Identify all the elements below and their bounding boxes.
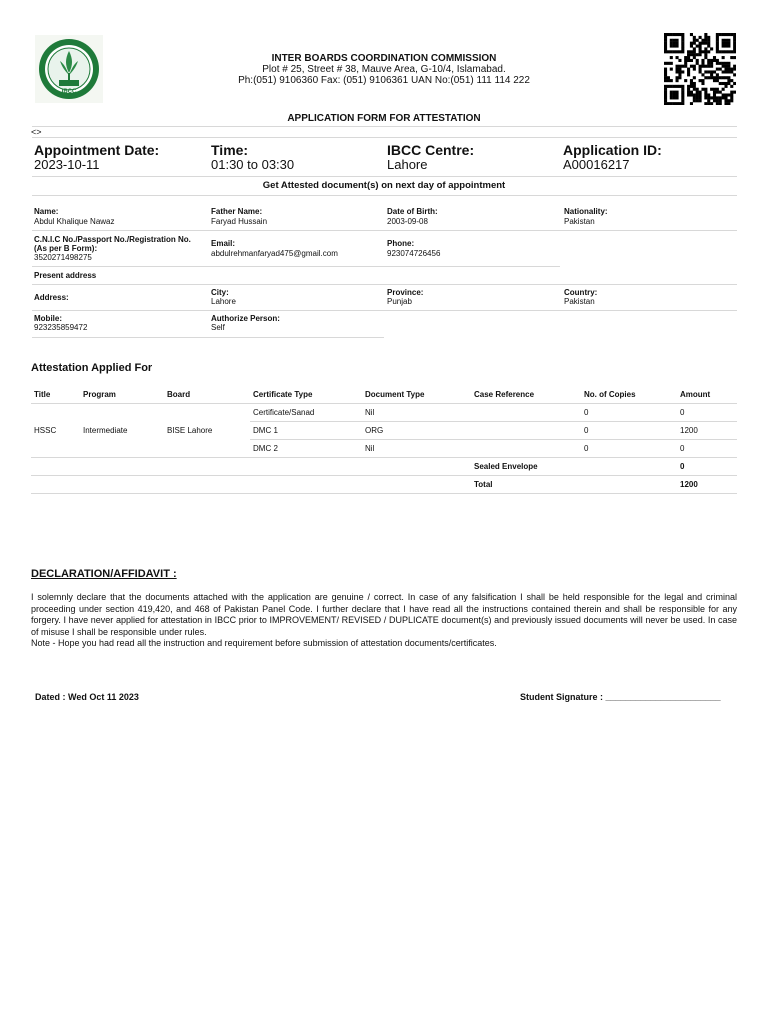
board-cell: BISE Lahore <box>164 404 250 458</box>
dated-text: Dated : Wed Oct 11 2023 <box>35 692 139 702</box>
father-name-label: Father Name: <box>211 207 263 216</box>
sealed-envelope-row <box>31 458 737 476</box>
country-value: Pakistan <box>564 297 595 306</box>
total-row <box>31 476 737 494</box>
declaration-body: I solemnly declare that the documents attached with the application are genuine / correct. In case of any falsification I shall be held responsible for the legal and criminal proceeding under section 419,420, and 468 of Pakistan Panel Code. I further declare that I have read all the instructions contained therein and shall be responsible for any forgery. I have never applied for attestation in IBCC prior to IMPROVEMENT/ REVISED / DUPLICATE document(s) and previously issued documents will never be used. In case of misuse I shall be responsible under rules. <box>31 592 737 637</box>
name-label: Name: <box>34 207 59 216</box>
table-row <box>31 404 737 422</box>
sealed-envelope-label: Sealed Envelope <box>471 458 581 476</box>
centre-value: Lahore <box>387 157 428 172</box>
title-cell: HSSC <box>31 404 80 458</box>
copies-cell: 0 <box>581 440 677 458</box>
phone-label: Phone: <box>387 239 415 248</box>
divider <box>32 195 737 196</box>
certificate-type-cell: DMC 2 <box>250 440 362 458</box>
document-type-cell: ORG <box>362 422 471 440</box>
time-value: 01:30 to 03:30 <box>211 157 295 172</box>
address-label: Address: <box>34 293 69 302</box>
province-label: Province: <box>387 288 424 297</box>
cnic-value: 3520271498275 <box>34 253 92 262</box>
student-signature: Student Signature : _______________________ <box>520 692 721 702</box>
divider <box>32 126 737 127</box>
organization-address: Plot # 25, Street # 38, Mauve Area, G-10/4, Islamabad. <box>262 64 506 75</box>
case-reference-cell <box>471 422 581 440</box>
email-value: abdulrehmanfaryad475@gmail.com <box>211 249 338 258</box>
nationality-value: Pakistan <box>564 217 595 226</box>
appointment-date-label: Appointment Date: <box>34 142 160 158</box>
attestation-notice: Get Attested document(s) on next day of appointment <box>262 180 506 191</box>
certificate-type-cell: DMC 1 <box>250 422 362 440</box>
document-type-cell: Nil <box>362 404 471 422</box>
total-value: 1200 <box>677 476 737 494</box>
amount-cell: 0 <box>677 404 737 422</box>
declaration-title: DECLARATION/AFFIDAVIT : <box>31 568 177 580</box>
column-header: Program <box>80 386 164 404</box>
dob-value: 2003-09-08 <box>387 217 428 226</box>
marker-text: <> <box>31 127 42 137</box>
centre-label: IBCC Centre: <box>387 142 475 158</box>
appointment-date-value: 2023-10-11 <box>34 157 100 172</box>
name-value: Abdul Khalique Nawaz <box>34 217 115 226</box>
amount-cell: 1200 <box>677 422 737 440</box>
form-title: APPLICATION FORM FOR ATTESTATION <box>287 113 481 124</box>
program-cell: Intermediate <box>80 404 164 458</box>
application-id-label: Application ID: <box>563 142 662 158</box>
certificate-type-cell: Certificate/Sanad <box>250 404 362 422</box>
divider <box>32 337 384 338</box>
cnic-label-line2: (As per B Form): <box>34 244 98 253</box>
divider <box>32 284 737 285</box>
authorize-person-value: Self <box>211 323 225 332</box>
qr-code <box>664 33 736 105</box>
authorize-person-label: Authorize Person: <box>211 314 280 323</box>
divider <box>32 137 737 138</box>
organization-name: INTER BOARDS COORDINATION COMMISSION <box>271 53 497 64</box>
document-type-cell: Nil <box>362 440 471 458</box>
father-name-value: Faryad Hussain <box>211 217 268 226</box>
column-header: Amount <box>677 386 737 404</box>
table-header-row <box>31 386 737 404</box>
amount-cell: 0 <box>677 440 737 458</box>
copies-cell: 0 <box>581 404 677 422</box>
divider <box>32 266 560 267</box>
copies-cell: 0 <box>581 422 677 440</box>
present-address-label: Present address <box>34 271 97 280</box>
province-value: Punjab <box>387 297 412 306</box>
logo-text: IBCC <box>61 89 77 95</box>
declaration-note: Note - Hope you had read all the instruction and requirement before submission of attestation documents/certificates. <box>31 638 497 648</box>
case-reference-cell <box>471 404 581 422</box>
divider <box>32 230 737 231</box>
divider <box>32 310 737 311</box>
dob-label: Date of Birth: <box>387 207 438 216</box>
organization-contact: Ph:(051) 9106360 Fax: (051) 9106361 UAN No:(051) 111 114 222 <box>238 75 530 86</box>
column-header: Case Reference <box>471 386 581 404</box>
column-header: Document Type <box>362 386 471 404</box>
cnic-label-line1: C.N.I.C No./Passport No./Registration No. <box>34 235 191 244</box>
attestation-section-title: Attestation Applied For <box>31 362 153 374</box>
mobile-label: Mobile: <box>34 314 62 323</box>
total-label: Total <box>471 476 581 494</box>
city-value: Lahore <box>211 297 236 306</box>
attestation-table <box>31 386 737 494</box>
column-header: No. of Copies <box>581 386 677 404</box>
column-header: Board <box>164 386 250 404</box>
city-label: City: <box>211 288 229 297</box>
declaration-text <box>31 592 737 650</box>
time-label: Time: <box>211 142 249 158</box>
column-header: Title <box>31 386 80 404</box>
mobile-value: 923235859472 <box>34 323 88 332</box>
email-label: Email: <box>211 239 236 248</box>
phone-value: 923074726456 <box>387 249 441 258</box>
nationality-label: Nationality: <box>564 207 608 216</box>
application-id-value: A00016217 <box>563 157 630 172</box>
column-header: Certificate Type <box>250 386 362 404</box>
divider <box>32 176 737 177</box>
sealed-envelope-value: 0 <box>677 458 737 476</box>
case-reference-cell <box>471 440 581 458</box>
country-label: Country: <box>564 288 598 297</box>
